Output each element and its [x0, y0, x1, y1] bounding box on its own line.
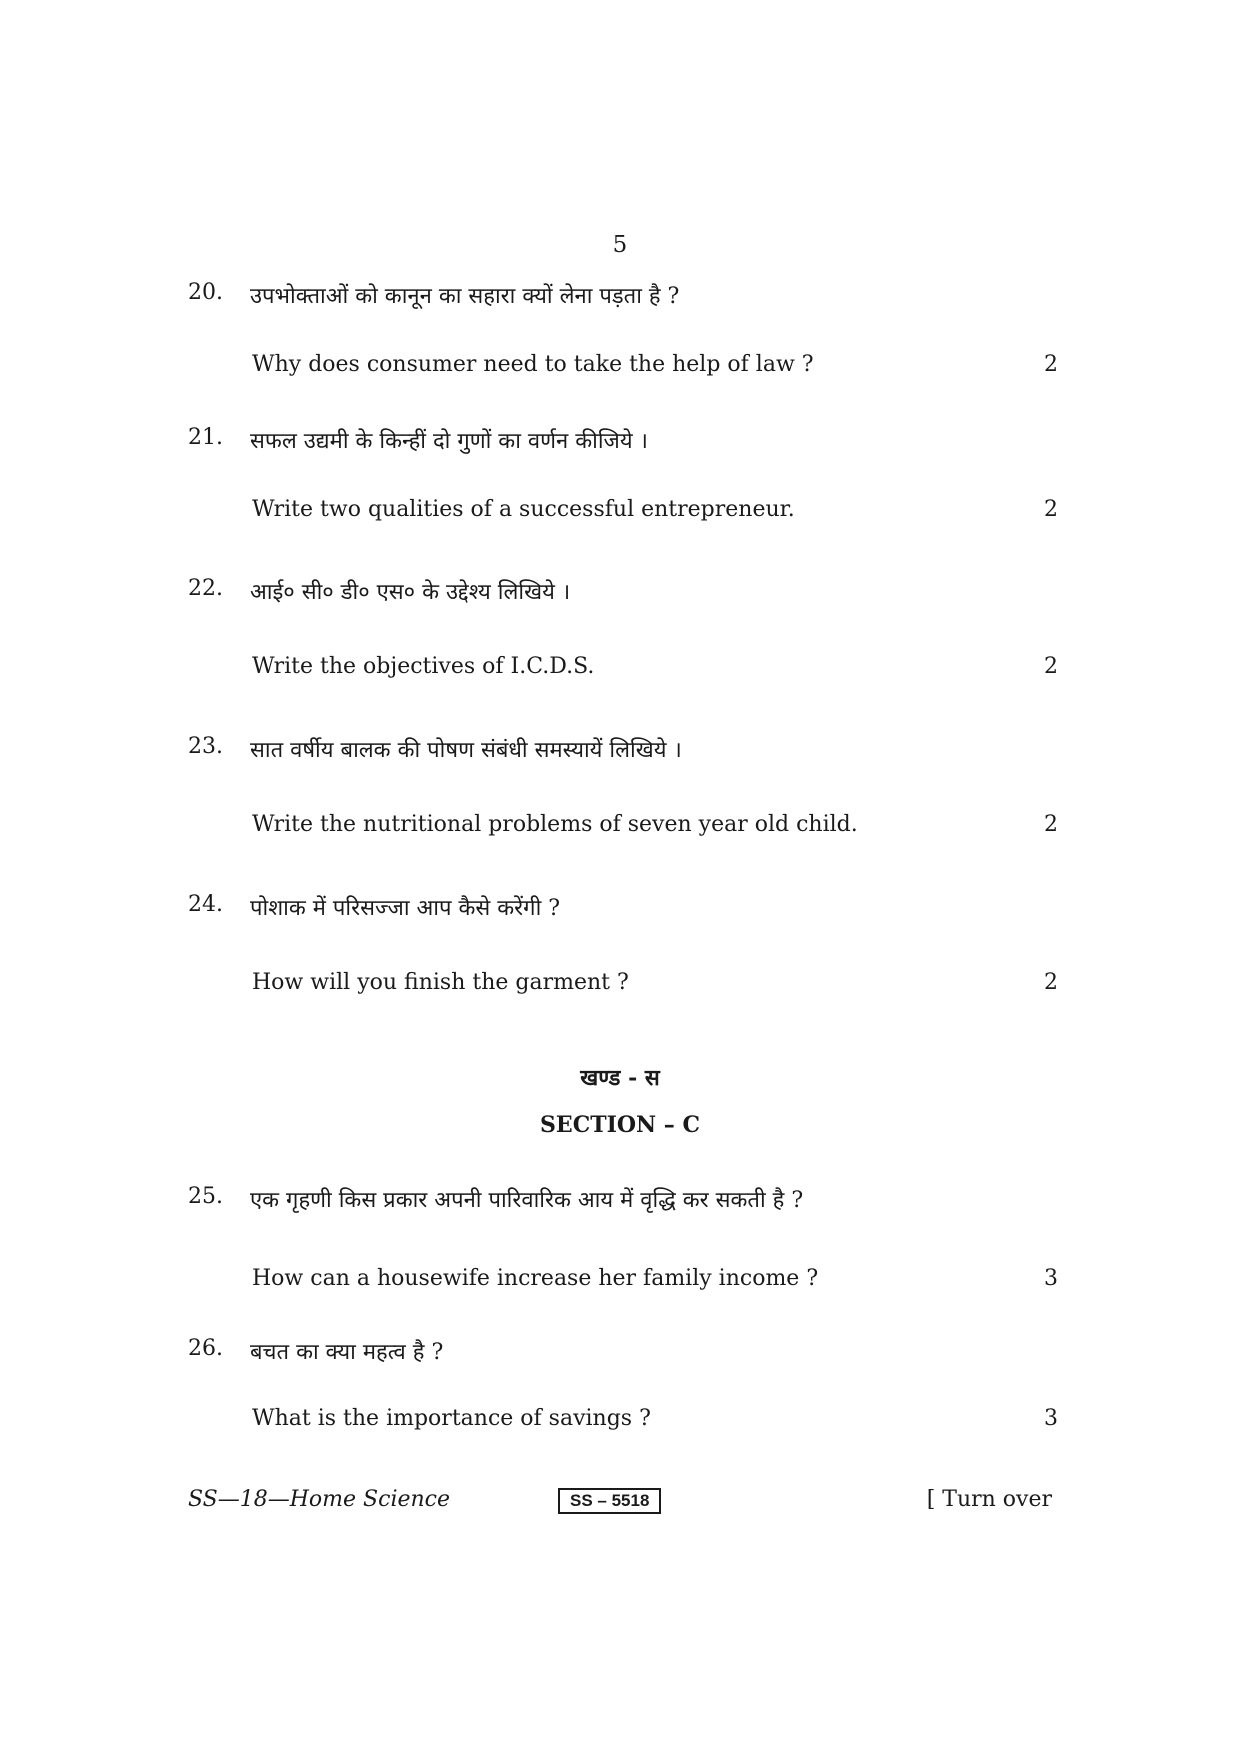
- page-number: 5: [612, 232, 628, 258]
- question-marks: 3: [1044, 1406, 1058, 1431]
- footer-subject: SS—18—Home Science: [188, 1487, 451, 1512]
- question-text-hindi: एक गृहणी किस प्रकार अपनी पारिवारिक आय में वृद्धि कर सकती है ?: [250, 1188, 804, 1213]
- question-text-hindi: सफल उद्यमी के किन्हीं दो गुणों का वर्णन कीजिये ।: [250, 429, 648, 454]
- question-number: 25.: [188, 1184, 223, 1209]
- question-number: 24.: [188, 892, 223, 917]
- question-number: 26.: [188, 1336, 223, 1361]
- question-text-english: Write the nutritional problems of seven year old child.: [252, 812, 858, 837]
- question-text-hindi: उपभोक्ताओं को कानून का सहारा क्यों लेना पड़ता है ?: [250, 284, 680, 309]
- question-marks: 2: [1044, 497, 1058, 522]
- question-marks: 2: [1044, 352, 1058, 377]
- question-number: 23.: [188, 734, 223, 759]
- question-text-hindi: आई० सी० डी० एस० के उद्देश्य लिखिये ।: [250, 580, 571, 605]
- section-heading-hindi: खण्ड - स: [580, 1065, 660, 1091]
- question-text-hindi: सात वर्षीय बालक की पोषण संबंधी समस्यायें लिखिये ।: [250, 738, 682, 763]
- question-text-english: Why does consumer need to take the help of law ?: [252, 352, 814, 377]
- question-text-english: What is the importance of savings ?: [252, 1406, 651, 1431]
- question-text-english: Write the objectives of I.C.D.S.: [252, 654, 595, 679]
- footer-turn-over: [ Turn over: [926, 1487, 1052, 1512]
- question-text-english: How can a housewife increase her family income ?: [252, 1266, 819, 1291]
- question-marks: 2: [1044, 970, 1058, 995]
- question-marks: 3: [1044, 1266, 1058, 1291]
- question-text-hindi: पोशाक में परिसज्जा आप कैसे करेंगी ?: [250, 896, 561, 921]
- question-marks: 2: [1044, 654, 1058, 679]
- question-text-english: How will you finish the garment ?: [252, 970, 629, 995]
- question-text-english: Write two qualities of a successful entrepreneur.: [252, 497, 795, 522]
- question-text-hindi: बचत का क्या महत्व है ?: [250, 1340, 444, 1365]
- section-heading-english: SECTION – C: [540, 1112, 700, 1138]
- question-number: 20.: [188, 280, 223, 305]
- question-number: 22.: [188, 576, 223, 601]
- footer-paper-code: SS – 5518: [558, 1488, 661, 1514]
- question-marks: 2: [1044, 812, 1058, 837]
- question-number: 21.: [188, 425, 223, 450]
